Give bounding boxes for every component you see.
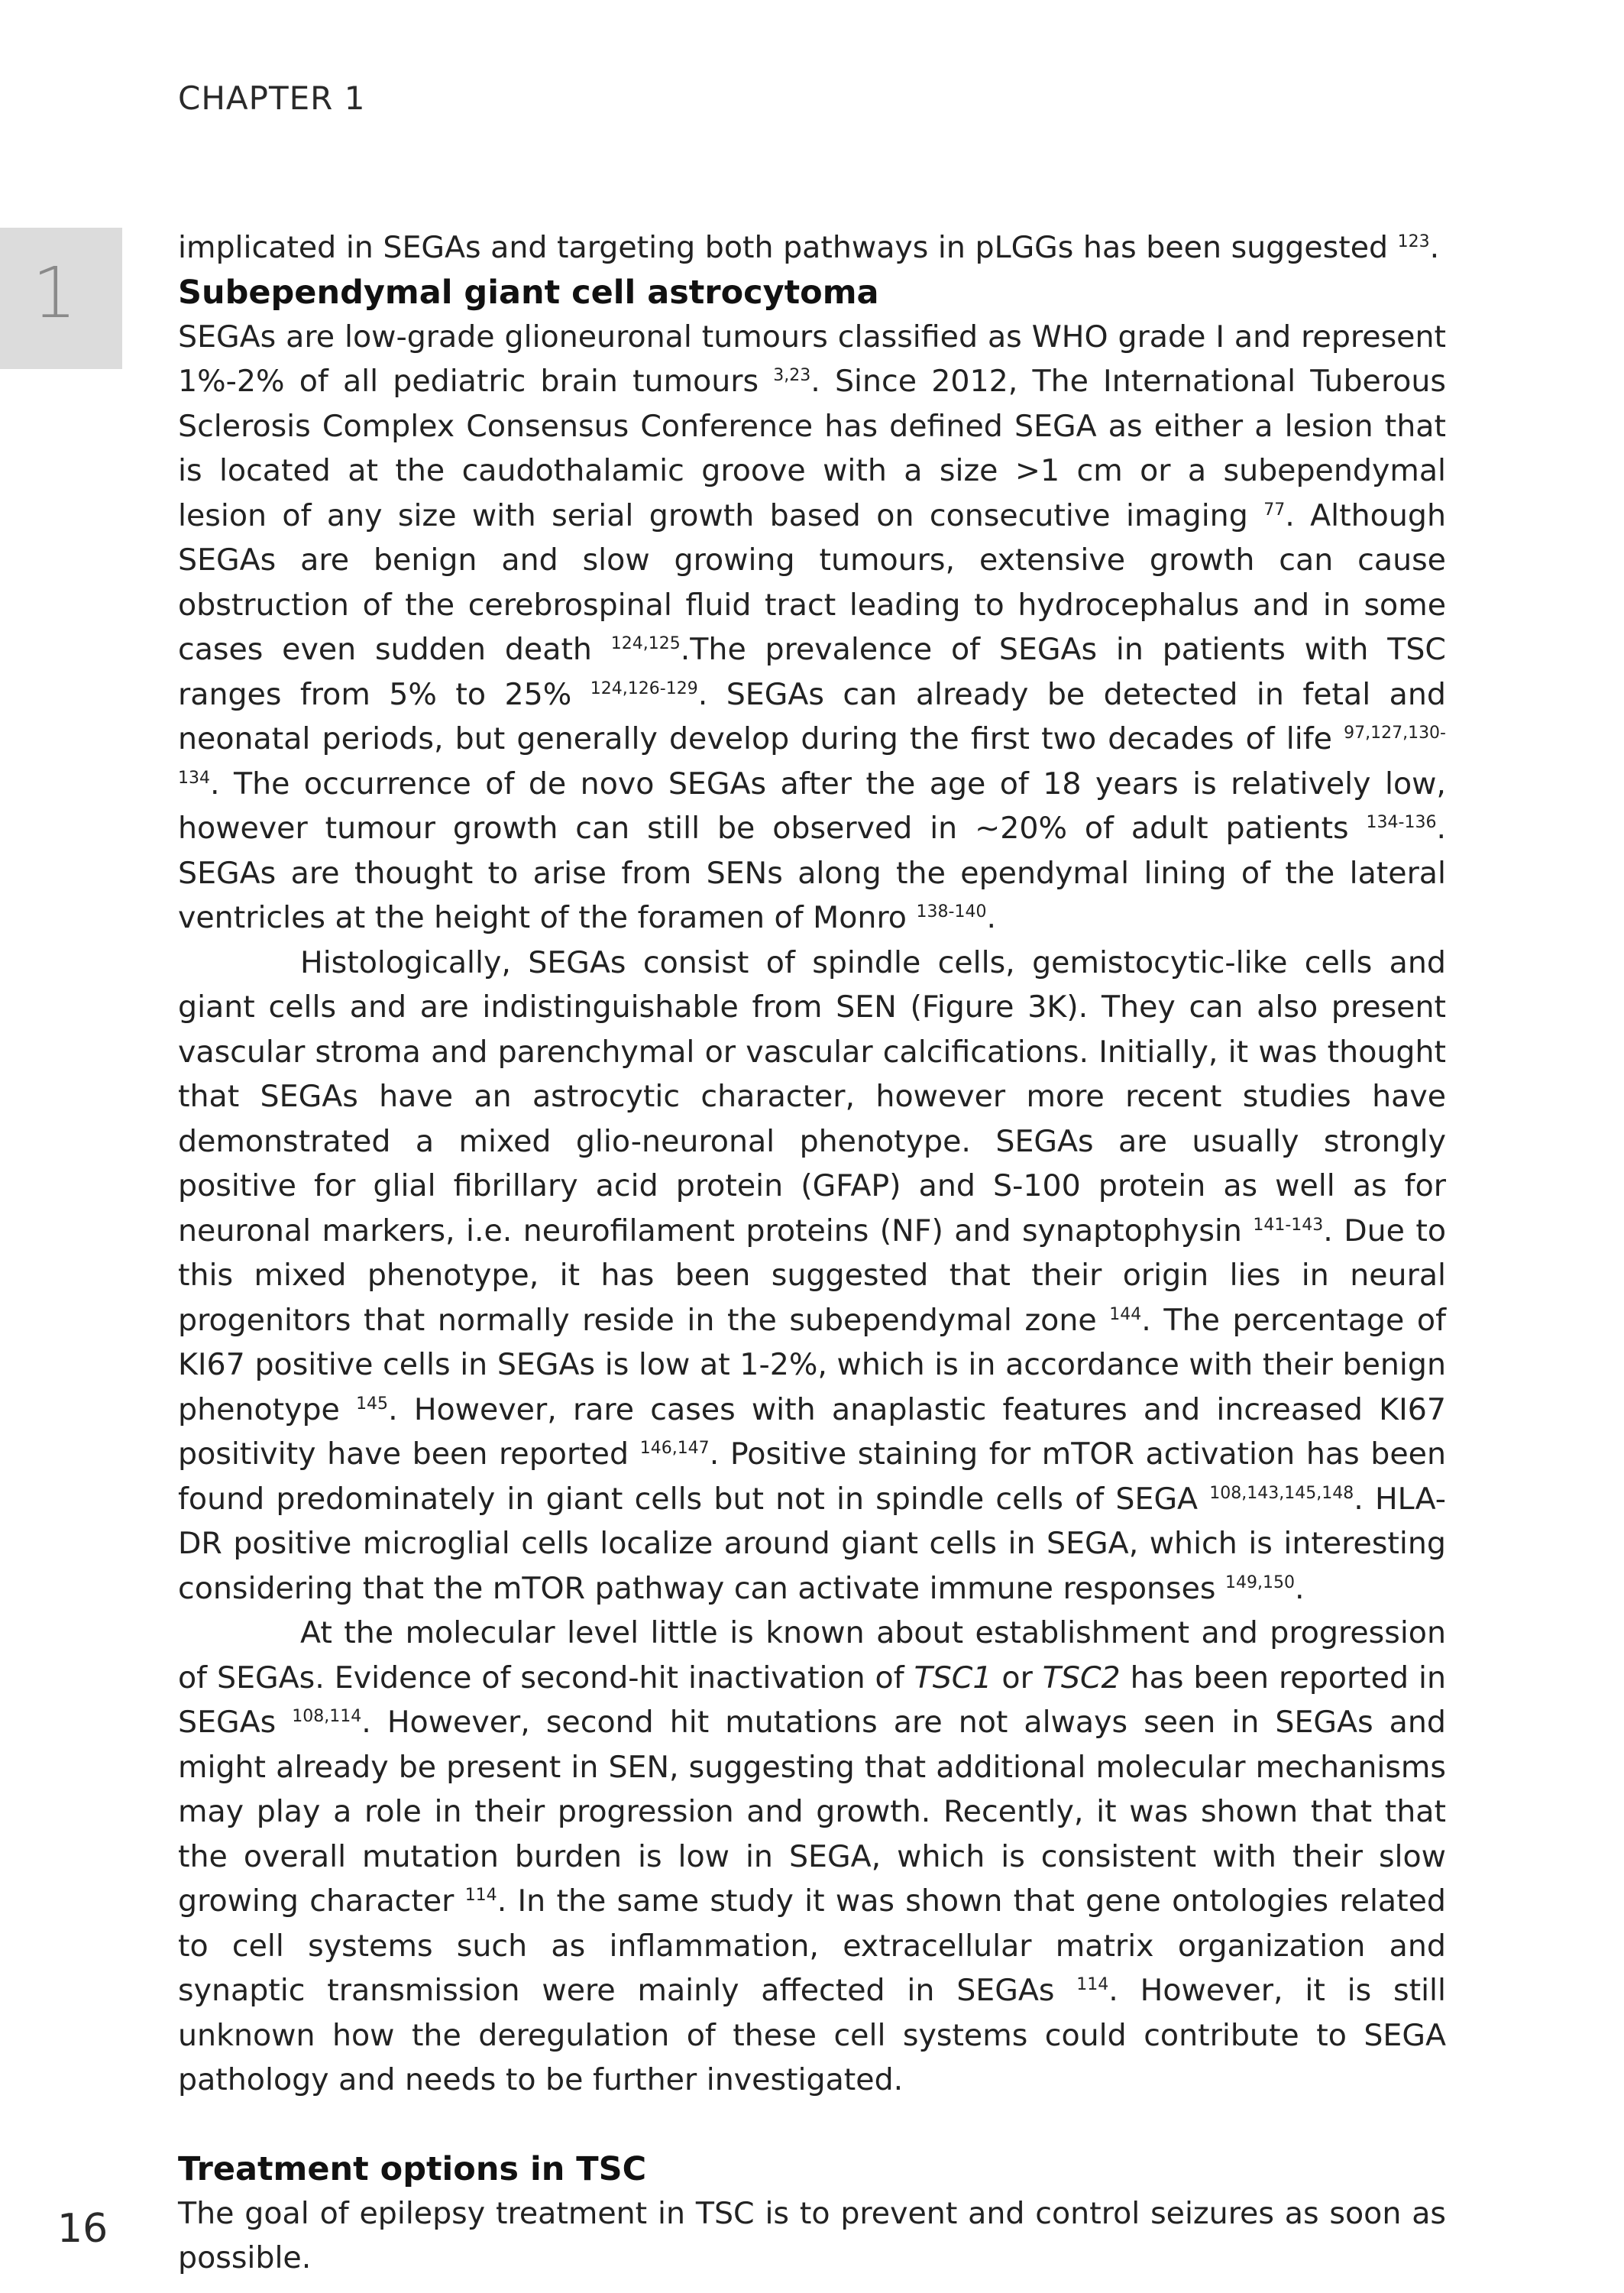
citation: 114 <box>464 1885 497 1905</box>
gene-name: TSC2 <box>1042 1660 1121 1695</box>
citation: 149,150 <box>1225 1572 1296 1592</box>
citation: 124,125 <box>610 633 681 653</box>
page-number: 16 <box>57 2206 108 2252</box>
paragraph-histology: Histologically, SEGAs consist of spindle cells, gemistocytic-like cells and giant cells and are indistinguishable from SEN (Figure 3K). They can also present vascular stroma and parenchymal or vascular calcifications. Initially, it was thought that SEGAs have an astrocytic character, however more recent studies have demonstrated a mixed glio-neuronal phenotype. SEGAs are usually strongly positive for glial fibrillary acid protein (GFAP) and S-100 protein as well as for neuronal markers, i.e. neurofilament proteins (NF) and synaptophysin $^{141-143}$. Due to this mixed phenotype, it has been suggested that their origin lies in neural progenitors that normally reside in the subependymal zone $^{144}$. The percentage of KI67 positive cells in SEGAs is low at 1-2%, which is in accordance with their benign phenotype $^{145}$. However, rare cases with anaplastic features and increased KI67 positivity have been reported $^{146,147}$. Positive staining for mTOR activation has been found predominately in giant cells but not in spindle cells of SEGA $^{108,143,145,148}$. HLA-DR positive microglial cells localize around giant cells in SEGA, which is interesting considering that the mTOR pathway can activate immune responses $^{149,150}$. <box>178 944 1447 1606</box>
body-text <box>178 225 1446 2281</box>
chapter-tab-number: 1 <box>32 252 77 334</box>
citation: 146,147 <box>639 1438 710 1458</box>
chapter-tab <box>0 228 122 369</box>
citation: 141-143 <box>1253 1215 1324 1235</box>
paragraph-sega-definition: SEGAs are low-grade glioneuronal tumours classified as WHO grade I and represent 1%-2% of all pediatric brain tumours $^{3,23}$. Since 2012, The International Tuberous Sclerosis Complex Consensus Conference has defined SEGA as either a lesion that is located at the caudothalamic groove with a size >1 cm or a subependymal lesion of any size with serial growth based on consecutive imaging $^{77}$. Although SEGAs are benign and slow growing tumours, extensive growth can cause obstruction of the cerebrospinal fluid tract leading to hydrocephalus and in some cases even sudden death $^{124,125}$.The prevalence of SEGAs in patients with TSC ranges from 5% to 25% $^{124,126-129}$. SEGAs can already be detected in fetal and neonatal periods, but generally develop during the first two decades of life $^{97,127,130-134}$. The occurrence of de novo SEGAs after the age of 18 years is relatively low, however tumour growth can still be observed in ~20% of adult patients $^{134-136}$. SEGAs are thought to arise from SENs along the ependymal lining of the lateral ventricles at the height of the foramen of Monro $^{138-140}$. <box>178 319 1447 935</box>
citation: 145 <box>356 1394 389 1414</box>
section-heading-sega: Subependymal giant cell astrocytoma <box>178 273 879 312</box>
gene-name: TSC1 <box>914 1660 992 1695</box>
paragraph-treatment: The goal of epilepsy treatment in TSC is to prevent and control seizures as soon as possible. <box>178 2195 1446 2275</box>
citation: 3,23 <box>773 365 811 385</box>
paragraph-molecular: At the molecular level little is known about establishment and progression of SEGAs. Evidence of second-hit inactivation of TSC1 or TSC2 has been reported in SEGAs $^{108,114}$. However, second hit mutations are not always seen in SEGAs and might already be present in SEN, suggesting that additional molecular mechanisms may play a role in their progression and growth. Recently, it was shown that that the overall mutation burden is low in SEGA, which is consistent with their slow growing character $^{114}$. In the same study it was shown that gene ontologies related to cell systems such as inflammation, extracellular matrix organization and synaptic transmission were mainly affected in SEGAs $^{114}$. However, it is still unknown how the deregulation of these cell systems could contribute to SEGA pathology and needs to be further investigated. <box>178 1615 1446 2097</box>
citation: 108,143,145,148 <box>1209 1483 1354 1503</box>
citation: 144 <box>1109 1304 1142 1324</box>
citation: 114 <box>1076 1974 1109 1994</box>
running-head: CHAPTER 1 <box>178 79 366 117</box>
citation: 134-136 <box>1366 812 1437 832</box>
citation: 97,127,130-134 <box>178 723 1446 788</box>
citation: 138-140 <box>916 902 987 921</box>
citation: 124,126-129 <box>590 679 698 698</box>
continuation-paragraph: implicated in SEGAs and targeting both pathways in pLGGs has been suggested $^{123}$. <box>178 230 1440 265</box>
section-heading-treatment: Treatment options in TSC <box>178 2149 647 2188</box>
citation: 77 <box>1263 500 1286 520</box>
citation: 123 <box>1397 232 1430 251</box>
citation: 108,114 <box>292 1706 362 1726</box>
